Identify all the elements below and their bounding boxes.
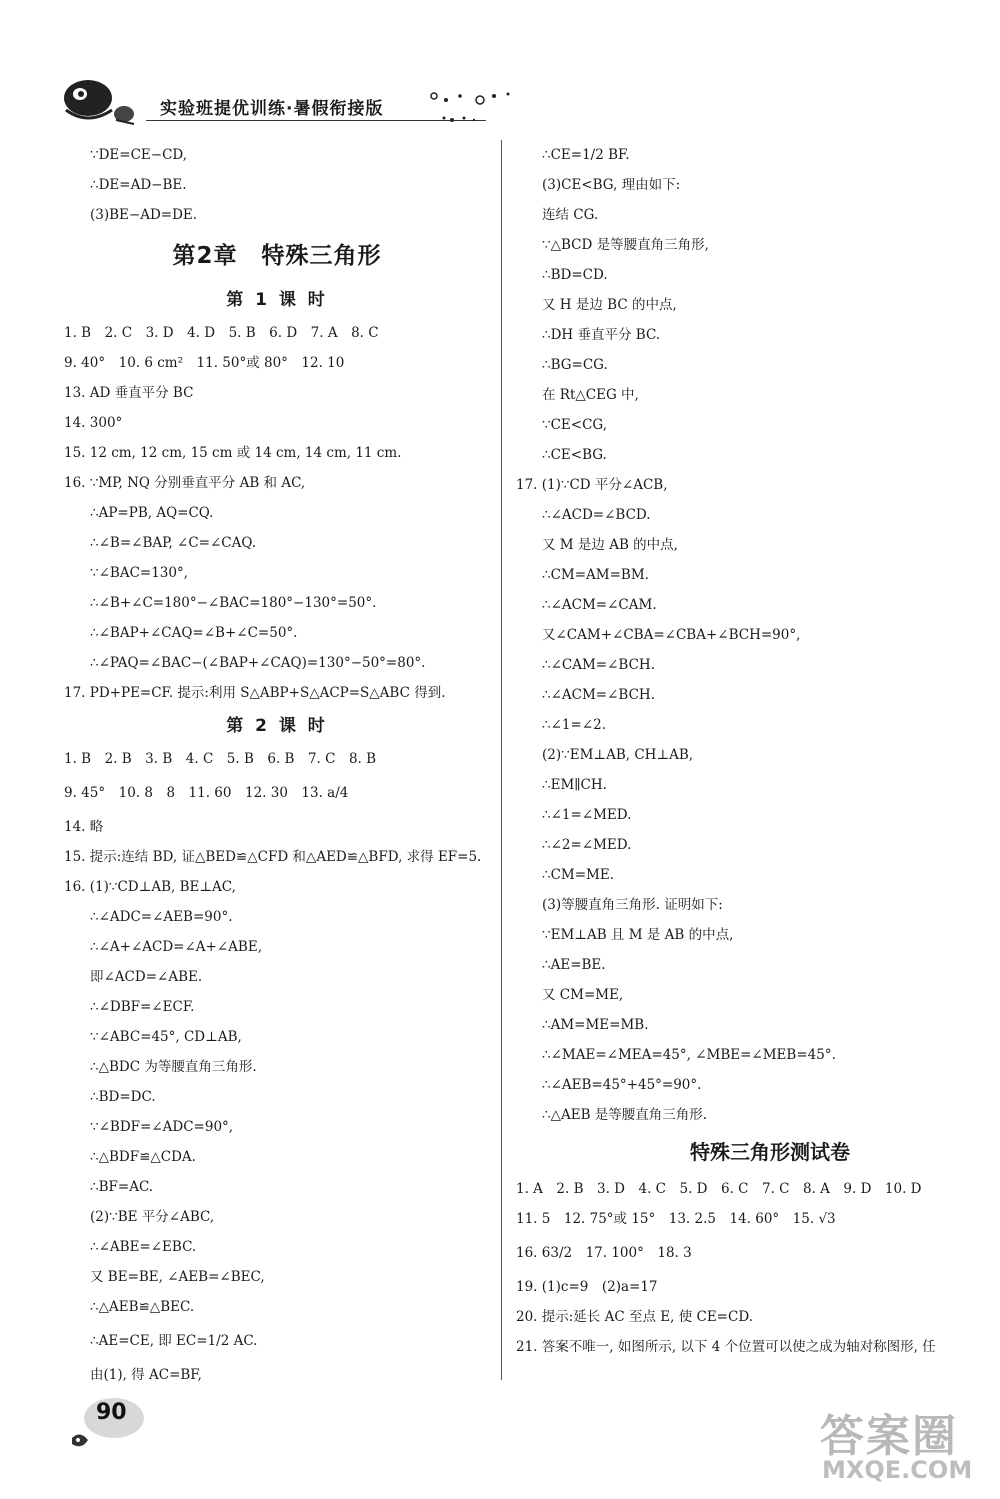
- answer-line: ∴EM∥CH.: [542, 777, 607, 793]
- answer-line: ∴∠MAE=∠MEA=45°, ∠MBE=∠MEB=45°.: [542, 1047, 836, 1063]
- column-divider: [501, 140, 502, 1380]
- answer-line: ∴AE=BE.: [542, 957, 606, 973]
- answer-line: 又 M 是边 AB 的中点,: [542, 537, 678, 553]
- lesson-heading: 第 2 课 时: [226, 716, 328, 736]
- answer-line: (2)∵EM⊥AB, CH⊥AB,: [542, 747, 694, 763]
- answer-line: 21. 答案不唯一, 如图所示, 以下 4 个位置可以使之成为轴对称图形, 任: [516, 1339, 936, 1355]
- answer-line: ∴∠B+∠C=180°−∠BAC=180°−130°=50°.: [90, 595, 377, 611]
- answer-line: (3)等腰直角三角形. 证明如下:: [542, 897, 723, 913]
- answer-line: ∵EM⊥AB 且 M 是 AB 的中点,: [542, 927, 734, 943]
- watermark-url: MXQE.COM: [822, 1456, 973, 1484]
- answer-line: 在 Rt△CEG 中,: [542, 387, 639, 403]
- answer-line: 20. 提示:延长 AC 至点 E, 使 CE=CD.: [516, 1309, 753, 1325]
- lesson-heading: 第 1 课 时: [226, 290, 328, 310]
- test-heading: 特殊三角形测试卷: [690, 1140, 850, 1164]
- answer-line: 9. 45° 10. 8 8 11. 60 12. 30 13. a/4: [64, 785, 349, 801]
- answer-line: ∵CE<CG,: [542, 417, 608, 433]
- answer-line: ∴∠CAM=∠BCH.: [542, 657, 655, 673]
- answer-line: 1. B 2. C 3. D 4. D 5. B 6. D 7. A 8. C: [64, 325, 379, 341]
- answer-line: ∴△AEB≌△BEC.: [90, 1299, 195, 1315]
- answer-line: 9. 40° 10. 6 cm² 11. 50°或 80° 12. 10: [64, 355, 345, 371]
- answer-line: ∵△BCD 是等腰直角三角形,: [542, 237, 709, 253]
- answer-line: ∴CM=AM=BM.: [542, 567, 649, 583]
- answer-line: 14. 300°: [64, 415, 123, 431]
- watermark-main: 答案圈: [820, 1411, 958, 1462]
- answer-line: 又∠CAM+∠CBA=∠CBA+∠BCH=90°,: [542, 627, 801, 643]
- answer-line: 又 CM=ME,: [542, 987, 624, 1003]
- answer-line: ∴△AEB 是等腰直角三角形.: [542, 1107, 708, 1123]
- answer-line: ∴BD=DC.: [90, 1089, 156, 1105]
- answer-line: ∵∠ABC=45°, CD⊥AB,: [90, 1029, 242, 1045]
- answer-line: ∴BF=AC.: [90, 1179, 154, 1195]
- header-title: 实验班提优训练·暑假衔接版: [160, 99, 384, 119]
- answer-line: ∴∠AEB=45°+45°=90°.: [542, 1077, 702, 1093]
- page-header: [58, 70, 508, 132]
- answer-line: 16. ∵MP, NQ 分别垂直平分 AB 和 AC,: [64, 475, 306, 491]
- answer-line: 16. (1)∵CD⊥AB, BE⊥AC,: [64, 879, 236, 895]
- answer-line: ∴AE=CE, 即 EC=1/2 AC.: [90, 1333, 258, 1349]
- answer-line: 11. 5 12. 75°或 15° 13. 2.5 14. 60° 15. √3: [516, 1211, 836, 1227]
- answer-line: 1. A 2. B 3. D 4. C 5. D 6. C 7. C 8. A 9. D 10. D: [516, 1181, 922, 1197]
- answer-line: 即∠ACD=∠ABE.: [90, 969, 203, 985]
- answer-line: ∴∠ACD=∠BCD.: [542, 507, 651, 523]
- answer-line: ∴CM=ME.: [542, 867, 615, 883]
- answer-line: ∵∠BDF=∠ADC=90°,: [90, 1119, 234, 1135]
- answer-line: (3)BE−AD=DE.: [90, 207, 198, 223]
- answer-line: ∴∠ABE=∠EBC.: [90, 1239, 197, 1255]
- answer-line: ∴BG=CG.: [542, 357, 608, 373]
- answer-line: 14. 略: [64, 819, 104, 835]
- answer-line: ∴AP=PB, AQ=CQ.: [90, 505, 214, 521]
- answer-line: ∴CE<BG.: [542, 447, 607, 463]
- answer-line: ∴∠DBF=∠ECF.: [90, 999, 195, 1015]
- answer-line: ∵∠BAC=130°,: [90, 565, 189, 581]
- answer-line: ∴∠ACM=∠BCH.: [542, 687, 655, 703]
- left-column: [64, 140, 490, 1390]
- answer-line: (3)CE<BG, 理由如下:: [542, 177, 681, 193]
- answer-line: 19. (1)c=9 (2)a=17: [516, 1279, 658, 1295]
- answer-line: ∴△BDC 为等腰直角三角形.: [90, 1059, 257, 1075]
- answer-line: ∴∠A+∠ACD=∠A+∠ABE,: [90, 939, 262, 955]
- chapter-heading: 第2章 特殊三角形: [172, 243, 382, 269]
- answer-line: ∴∠PAQ=∠BAC−(∠BAP+∠CAQ)=130°−50°=80°.: [90, 655, 426, 671]
- decorative-dots-icon: [430, 88, 530, 124]
- answer-line: ∴∠ADC=∠AEB=90°.: [90, 909, 233, 925]
- right-column: [516, 140, 964, 1362]
- answer-line: ∴∠B=∠BAP, ∠C=∠CAQ.: [90, 535, 257, 551]
- answer-line: 又 BE=BE, ∠AEB=∠BEC,: [90, 1269, 265, 1285]
- answer-line: ∴∠1=∠2.: [542, 717, 606, 733]
- answer-line: 13. AD 垂直平分 BC: [64, 385, 194, 401]
- answer-line: ∴BD=CD.: [542, 267, 608, 283]
- answer-line: ∴∠1=∠MED.: [542, 807, 632, 823]
- page-number: 90: [96, 1400, 127, 1425]
- answer-line: 17. (1)∵CD 平分∠ACB,: [516, 477, 668, 493]
- page-number-badge: [66, 1394, 146, 1454]
- answer-line: ∴CE=1/2 BF.: [542, 147, 630, 163]
- answer-line: 连结 CG.: [542, 207, 599, 223]
- answer-line: 17. PD+PE=CF. 提示:利用 S△ABP+S△ACP=S△ABC 得到.: [64, 685, 446, 701]
- answer-line: 1. B 2. B 3. B 4. C 5. B 6. B 7. C 8. B: [64, 751, 377, 767]
- answer-line: (2)∵BE 平分∠ABC,: [90, 1209, 215, 1225]
- answer-line: ∴DH 垂直平分 BC.: [542, 327, 661, 343]
- answer-line: ∴DE=AD−BE.: [90, 177, 187, 193]
- answer-line: 15. 提示:连结 BD, 证△BED≌△CFD 和△AED≌△BFD, 求得 EF=5.: [64, 849, 482, 865]
- answer-line: 又 H 是边 BC 的中点,: [542, 297, 677, 313]
- watermark: [810, 1400, 990, 1495]
- answer-line: ∴AM=ME=MB.: [542, 1017, 649, 1033]
- mascot-icon: [58, 74, 144, 130]
- answer-line: ∵DE=CE−CD,: [90, 147, 188, 163]
- answer-line: 由(1), 得 AC=BF,: [90, 1367, 202, 1383]
- answer-line: 15. 12 cm, 12 cm, 15 cm 或 14 cm, 14 cm, 11 cm.: [64, 445, 402, 461]
- answer-line: 16. 63/2 17. 100° 18. 3: [516, 1245, 692, 1261]
- answer-line: ∴△BDF≌△CDA.: [90, 1149, 196, 1165]
- answer-line: ∴∠BAP+∠CAQ=∠B+∠C=50°.: [90, 625, 298, 641]
- answer-line: ∴∠2=∠MED.: [542, 837, 632, 853]
- answer-line: ∴∠ACM=∠CAM.: [542, 597, 657, 613]
